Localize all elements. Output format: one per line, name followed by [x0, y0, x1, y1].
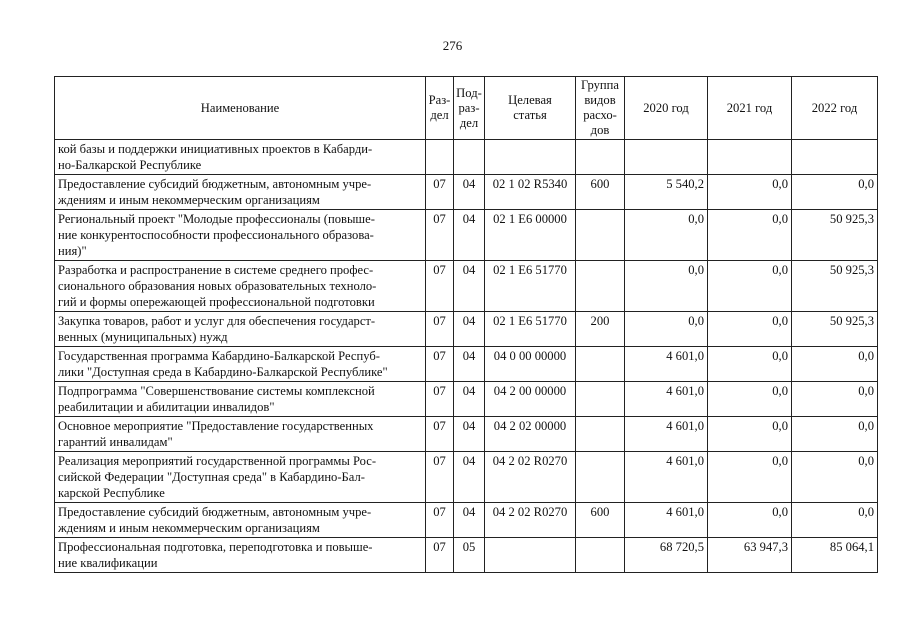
cell-y2020: 4 601,0	[625, 347, 708, 382]
cell-y2021: 0,0	[708, 261, 792, 312]
cell-target: 04 2 00 00000	[485, 382, 576, 417]
cell-y2021: 0,0	[708, 312, 792, 347]
cell-y2021: 0,0	[708, 210, 792, 261]
cell-subsection: 04	[454, 261, 485, 312]
cell-group	[576, 382, 625, 417]
cell-subsection	[454, 140, 485, 175]
header-section	[426, 77, 454, 140]
cell-name: Основное мероприятие "Предоставление государственных гарантий инвалидам"	[55, 417, 426, 452]
budget-table	[54, 76, 878, 573]
table-row	[55, 210, 878, 261]
cell-y2022: 50 925,3	[792, 261, 878, 312]
cell-name: Закупка товаров, работ и услуг для обеспечения государст- венных (муниципальных) нужд	[55, 312, 426, 347]
cell-y2022: 0,0	[792, 417, 878, 452]
table-row	[55, 417, 878, 452]
cell-y2020: 4 601,0	[625, 382, 708, 417]
header-name: Наименование	[55, 77, 426, 140]
cell-y2021: 0,0	[708, 347, 792, 382]
cell-name: Профессиональная подготовка, переподготовка и повыше- ние квалификации	[55, 538, 426, 573]
cell-subsection: 05	[454, 538, 485, 573]
cell-section: 07	[426, 312, 454, 347]
cell-group: 600	[576, 503, 625, 538]
cell-group	[576, 452, 625, 503]
cell-y2020: 0,0	[625, 312, 708, 347]
cell-section: 07	[426, 210, 454, 261]
cell-y2020: 0,0	[625, 210, 708, 261]
header-2022: 2022 год	[792, 77, 878, 140]
header-target	[485, 77, 576, 140]
cell-name: кой базы и поддержки инициативных проектов в Кабарди- но-Балкарской Республике	[55, 140, 426, 175]
cell-y2022: 0,0	[792, 382, 878, 417]
cell-target: 02 1 Е6 51770	[485, 261, 576, 312]
cell-section	[426, 140, 454, 175]
header-group-label: Группа видов расхо- дов	[581, 78, 619, 137]
table-row	[55, 140, 878, 175]
cell-subsection: 04	[454, 175, 485, 210]
header-subsection-label: Под- раз- дел	[456, 85, 482, 130]
cell-y2022: 85 064,1	[792, 538, 878, 573]
table-row	[55, 347, 878, 382]
cell-name: Региональный проект "Молодые профессионалы (повыше- ние конкурентоспособности профессионального образова- ния)"	[55, 210, 426, 261]
table-row	[55, 538, 878, 573]
cell-y2021: 0,0	[708, 417, 792, 452]
table-row	[55, 175, 878, 210]
cell-y2022	[792, 140, 878, 175]
cell-group: 600	[576, 175, 625, 210]
cell-name: Разработка и распространение в системе среднего профес- сионального образования новых образовательных техноло- гий и формы опережающей профессиональной подготовки	[55, 261, 426, 312]
cell-subsection: 04	[454, 210, 485, 261]
cell-y2021: 0,0	[708, 452, 792, 503]
header-section-label: Раз- дел	[428, 93, 451, 122]
cell-subsection: 04	[454, 503, 485, 538]
header-subsection	[454, 77, 485, 140]
cell-target: 04 2 02 00000	[485, 417, 576, 452]
cell-subsection: 04	[454, 312, 485, 347]
cell-y2022: 0,0	[792, 452, 878, 503]
cell-y2021: 63 947,3	[708, 538, 792, 573]
cell-group	[576, 210, 625, 261]
cell-section: 07	[426, 175, 454, 210]
cell-group	[576, 417, 625, 452]
cell-y2021: 0,0	[708, 382, 792, 417]
table-row	[55, 261, 878, 312]
header-group	[576, 77, 625, 140]
cell-section: 07	[426, 452, 454, 503]
cell-subsection: 04	[454, 347, 485, 382]
cell-subsection: 04	[454, 382, 485, 417]
cell-section: 07	[426, 261, 454, 312]
cell-y2022: 0,0	[792, 503, 878, 538]
cell-group	[576, 261, 625, 312]
cell-target: 04 2 02 R0270	[485, 503, 576, 538]
cell-subsection: 04	[454, 417, 485, 452]
header-target-label: Целевая статья	[508, 93, 552, 122]
cell-name: Подпрограмма "Совершенствование системы комплексной реабилитации и абилитации инвалидов"	[55, 382, 426, 417]
cell-group: 200	[576, 312, 625, 347]
cell-section: 07	[426, 503, 454, 538]
cell-y2021	[708, 140, 792, 175]
cell-section: 07	[426, 417, 454, 452]
header-2020: 2020 год	[625, 77, 708, 140]
cell-group	[576, 347, 625, 382]
cell-y2022: 50 925,3	[792, 312, 878, 347]
cell-target: 02 1 Е6 51770	[485, 312, 576, 347]
table-header-row	[55, 77, 878, 140]
cell-y2020: 4 601,0	[625, 417, 708, 452]
table-row	[55, 382, 878, 417]
table-row	[55, 452, 878, 503]
cell-group	[576, 140, 625, 175]
cell-name: Реализация мероприятий государственной программы Рос- сийской Федерации "Доступная среда" в Кабардино-Бал- карской Республике	[55, 452, 426, 503]
cell-y2021: 0,0	[708, 175, 792, 210]
cell-name: Предоставление субсидий бюджетным, автономным учре- ждениям и иным некоммерческим организациям	[55, 503, 426, 538]
cell-subsection: 04	[454, 452, 485, 503]
cell-target	[485, 538, 576, 573]
cell-section: 07	[426, 347, 454, 382]
cell-target: 04 2 02 R0270	[485, 452, 576, 503]
cell-section: 07	[426, 382, 454, 417]
cell-y2022: 50 925,3	[792, 210, 878, 261]
cell-y2020: 4 601,0	[625, 503, 708, 538]
cell-target: 02 1 Е6 00000	[485, 210, 576, 261]
cell-target	[485, 140, 576, 175]
cell-target: 04 0 00 00000	[485, 347, 576, 382]
cell-y2021: 0,0	[708, 503, 792, 538]
table-row	[55, 503, 878, 538]
table-row	[55, 312, 878, 347]
cell-y2020: 68 720,5	[625, 538, 708, 573]
cell-y2022: 0,0	[792, 175, 878, 210]
cell-target: 02 1 02 R5340	[485, 175, 576, 210]
cell-group	[576, 538, 625, 573]
cell-y2020: 5 540,2	[625, 175, 708, 210]
header-2021: 2021 год	[708, 77, 792, 140]
cell-y2020: 0,0	[625, 261, 708, 312]
cell-y2020: 4 601,0	[625, 452, 708, 503]
cell-name: Предоставление субсидий бюджетным, автономным учре- ждениям и иным некоммерческим организациям	[55, 175, 426, 210]
cell-section: 07	[426, 538, 454, 573]
cell-y2022: 0,0	[792, 347, 878, 382]
cell-y2020	[625, 140, 708, 175]
cell-name: Государственная программа Кабардино-Балкарской Респуб- лики "Доступная среда в Кабардино-Балкарской Республике"	[55, 347, 426, 382]
page-number: 276	[442, 38, 463, 53]
